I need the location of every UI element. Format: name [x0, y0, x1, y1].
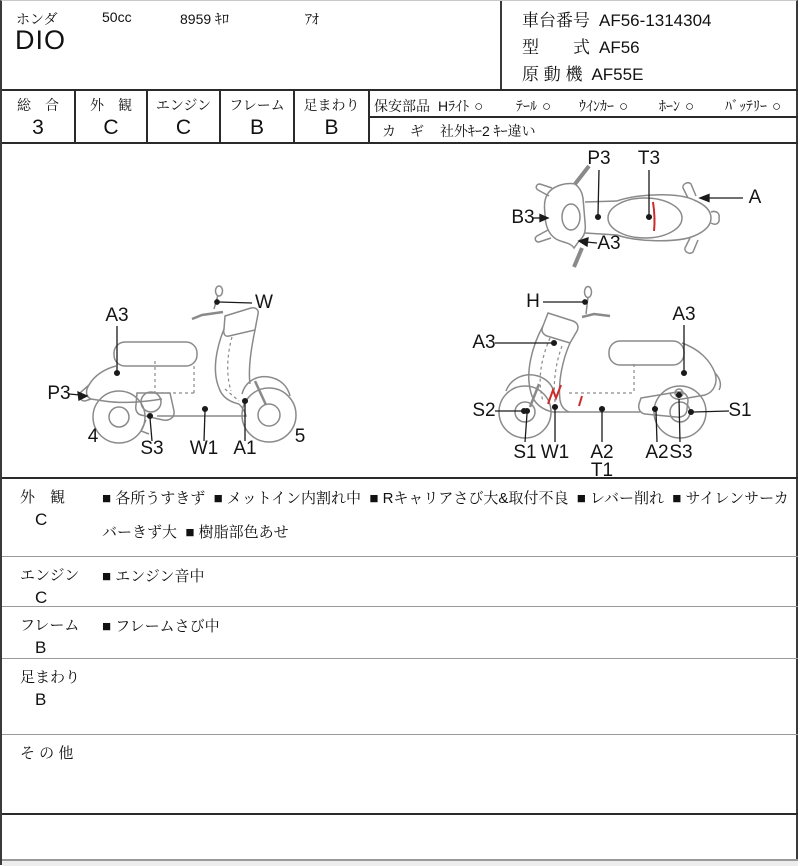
section-other [2, 734, 798, 813]
pass-circle-mark: ○ [474, 98, 484, 115]
diagram-label-top-T3: T3 [637, 148, 661, 169]
rating-label: 外 観 [90, 97, 132, 113]
engine-code-value: AF55E [591, 65, 644, 84]
diagram-label-right-W1: W1 [540, 442, 570, 463]
defect-comments-line1: ■ エンジン音中 [102, 568, 205, 585]
diagram-label-left-P3: P3 [47, 383, 71, 404]
rating-engine [148, 91, 221, 142]
safety-item-name: ｳｲﾝｶｰ [579, 98, 614, 114]
pass-circle-mark: ○ [685, 98, 695, 115]
model-name: DIO [15, 25, 67, 55]
diagram-label-top-A: A [748, 187, 762, 208]
section-undercarriage [2, 658, 798, 734]
rating-exterior [76, 91, 148, 142]
diagram-label-right-S1-rear: S1 [728, 400, 752, 421]
rating-label: フレーム [229, 97, 285, 113]
diagram-label-left-W1: W1 [189, 438, 219, 459]
footer-empty-box [2, 813, 798, 859]
rating-value: C [175, 116, 192, 139]
safety-item-headlight [438, 96, 483, 116]
safety-item-name: ﾃｰﾙ [516, 98, 537, 114]
defect-comments-line1: ■ 各所うすきず ■ メットイン内割れ中 ■ Rキャリアさび大&取付不良 ■ レバー削れ ■ サイレンサーカ [102, 490, 789, 507]
rating-label: エンジン [155, 97, 212, 113]
section-label: そ の 他 [20, 745, 74, 762]
rating-label: 総 合 [17, 97, 59, 113]
header [2, 1, 798, 89]
key-label: カ ギ [382, 123, 424, 139]
rating-value: B [249, 116, 264, 139]
diagram-label-left-W: W [255, 292, 273, 313]
diagram-label-left-A3: A3 [105, 305, 129, 326]
damage-diagram-section [2, 144, 798, 477]
diagram-label-left-A1: A1 [233, 438, 257, 459]
section-label: 外 観 [20, 489, 66, 506]
defect-comments-line1: ■ フレームさび中 [102, 618, 220, 635]
safety-parts-cell [370, 91, 798, 142]
section-grade: B [35, 690, 47, 709]
engine-code-row [522, 60, 643, 85]
section-engine [2, 556, 798, 606]
safety-parts-label: 保安部品 [374, 98, 430, 114]
ratings-row [2, 89, 798, 144]
rating-value: B [324, 116, 339, 139]
diagram-label-right-A2-rear: A2 [645, 442, 669, 463]
diagram-label-top-B3: B3 [511, 207, 535, 228]
diagram-label-right-A2-center: A2 [590, 442, 614, 463]
rating-frame [221, 91, 295, 142]
rating-value: 3 [32, 116, 44, 139]
diagram-label-left-front-tire-5: 5 [294, 426, 306, 447]
diagram-label-right-A3-front: A3 [472, 332, 496, 353]
section-label: 足まわり [20, 669, 81, 686]
identification-block [502, 1, 798, 89]
diagram-label-top-P3: P3 [587, 148, 611, 169]
section-grade: C [35, 588, 48, 606]
safety-item-winker [579, 96, 628, 116]
scooter-left-view-diagram [42, 281, 322, 461]
safety-item-battery [725, 96, 781, 116]
key-row [370, 118, 798, 142]
scooter-outline [535, 166, 719, 267]
section-grade: B [35, 638, 47, 657]
diagram-label-right-S3: S3 [669, 442, 693, 463]
diagram-label-right-H: H [526, 291, 540, 312]
safety-item-name: Hﾗｲﾄ [438, 98, 470, 114]
rating-undercarriage [295, 91, 370, 142]
safety-parts-row [370, 91, 798, 118]
model-type-row [522, 33, 640, 58]
diagram-label-right-T1: T1 [590, 460, 614, 477]
defect-comments-line2: バーきず大 ■ 樹脂部色あせ [102, 524, 289, 541]
pass-circle-mark: ○ [619, 98, 629, 115]
section-label: フレーム [20, 617, 80, 634]
safety-item-horn [659, 96, 694, 116]
diagram-label-top-A3: A3 [597, 233, 621, 254]
rating-overall [2, 91, 76, 142]
section-grade: C [35, 510, 48, 529]
diagram-label-right-S1-front: S1 [513, 442, 537, 463]
model-type-value: AF56 [599, 38, 640, 57]
safety-item-name: ﾊﾞｯﾃﾘｰ [725, 98, 767, 114]
section-frame [2, 606, 798, 658]
maker-name: ホンダ [16, 11, 58, 27]
red-damage-mark-seat [653, 202, 655, 231]
diagram-label-right-S2: S2 [472, 400, 496, 421]
red-damage-marks [548, 385, 582, 406]
section-label: エンジン [20, 567, 80, 584]
pass-circle-mark: ○ [772, 98, 782, 115]
diagram-label-right-A3-rear: A3 [672, 304, 696, 325]
displacement: 50cc [102, 9, 132, 25]
rating-label: 足まわり [303, 97, 360, 113]
key-value: 社外ｷｰ2 ｷｰ違い [440, 123, 536, 139]
rating-value: C [103, 116, 119, 139]
diagram-label-left-rear-tire-4: 4 [87, 426, 99, 447]
pass-circle-mark: ○ [542, 98, 552, 115]
safety-item-name: ﾎｰﾝ [659, 98, 680, 114]
vehicle-summary [2, 1, 502, 89]
safety-item-taillight [516, 96, 551, 116]
engine-code-label: 原 動 機 [522, 65, 583, 84]
chassis-number-value: AF56-1314304 [599, 11, 712, 30]
chassis-number-row [522, 6, 711, 31]
mileage: 8959 ｷﾛ [180, 11, 230, 27]
color-code: ｱｵ [305, 11, 319, 27]
section-exterior [2, 477, 798, 556]
chassis-number-label: 車台番号 [522, 11, 590, 30]
model-type-label: 型 式 [522, 38, 590, 57]
diagram-label-left-S3: S3 [140, 438, 164, 459]
